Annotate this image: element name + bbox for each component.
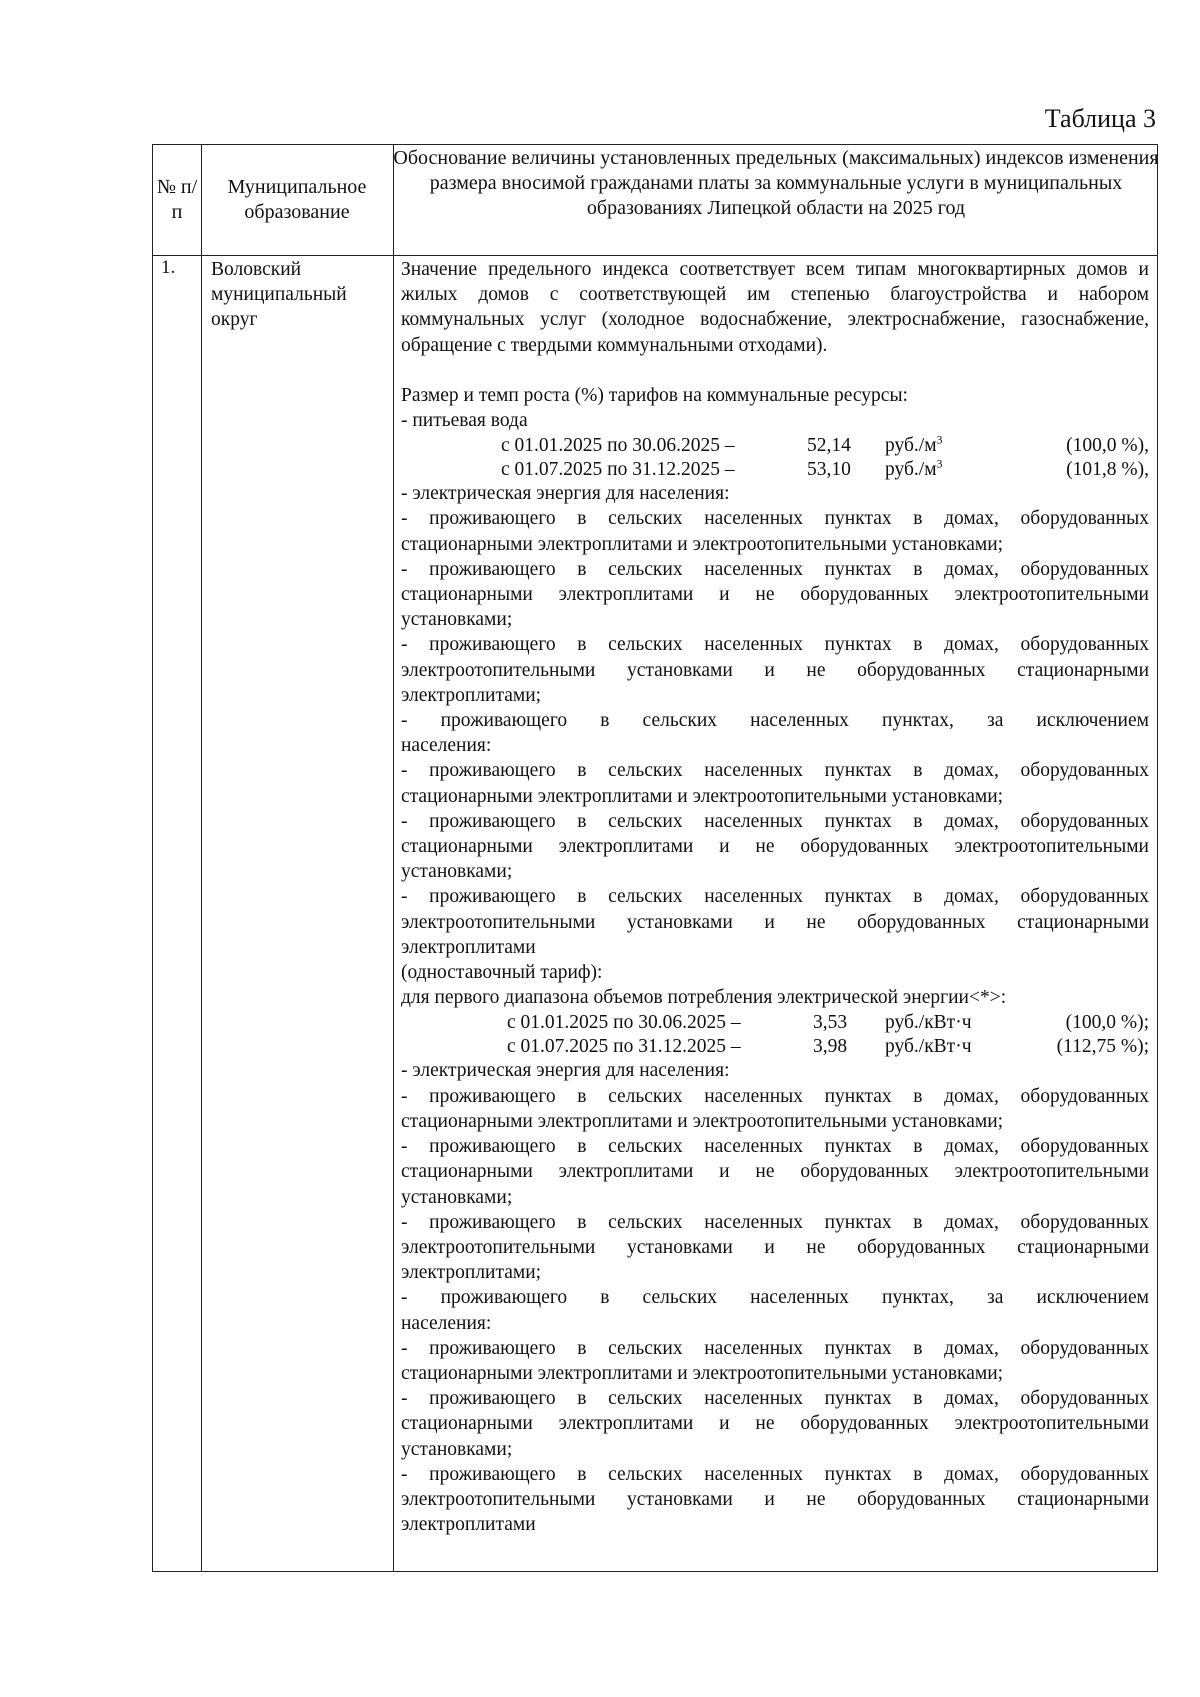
water-heading: - питьевая вода xyxy=(401,410,528,432)
electricity-tariff-line xyxy=(401,1010,1149,1034)
tariff-growth: (112,75 %); xyxy=(1056,1036,1149,1058)
tariff-value: 3,53 xyxy=(813,1012,848,1034)
category-line: стационарными электроплитами и электроотопительными установками; xyxy=(401,785,1004,807)
header-divider xyxy=(153,255,1157,256)
column-divider xyxy=(201,145,202,1571)
tariff-growth: (100,0 %), xyxy=(1066,435,1149,457)
category-line: установками; xyxy=(401,861,513,883)
column-divider xyxy=(393,145,394,1571)
category-line: - проживающего в сельских населенных пунктах в домах, оборудованных xyxy=(401,1211,1149,1233)
tariff-value: 52,14 xyxy=(807,435,851,457)
category-line: электроотопительными установками и не оборудованных стационарными xyxy=(401,1236,1149,1258)
tariff-unit: руб./кВт·ч xyxy=(885,1012,972,1034)
water-tariff-line xyxy=(401,433,1149,457)
category-line: - проживающего в сельских населенных пунктах в домах, оборудованных xyxy=(401,634,1149,656)
tariff-period: с 01.07.2025 по 31.12.2025 – xyxy=(501,459,735,481)
category-line: установками; xyxy=(401,1186,513,1208)
category-line: электроплитами; xyxy=(401,684,542,706)
category-line: - проживающего в сельских населенных пунктах, за исключением xyxy=(401,1287,1149,1309)
category-line: - проживающего в сельских населенных пунктах в домах, оборудованных xyxy=(401,1463,1149,1485)
justification-text xyxy=(401,257,1149,1537)
category-line: стационарными электроплитами и электроотопительными установками; xyxy=(401,1362,1004,1384)
category-line: - проживающего в сельских населенных пунктах в домах, оборудованных xyxy=(401,508,1149,530)
category-line: - проживающего в сельских населенных пунктах в домах, оборудованных xyxy=(401,1085,1149,1107)
tariff-period: с 01.07.2025 по 31.12.2025 – xyxy=(507,1036,741,1058)
category-line: - проживающего в сельских населенных пунктах в домах, оборудованных xyxy=(401,886,1149,908)
tariff-period: с 01.01.2025 по 30.06.2025 – xyxy=(507,1012,741,1034)
tariff-value: 53,10 xyxy=(807,459,851,481)
category-line: населения: xyxy=(401,1312,492,1334)
tariff-growth: (100,0 %); xyxy=(1065,1012,1149,1034)
category-line: электроотопительными установками и не оборудованных стационарными xyxy=(401,659,1149,681)
category-line: электроплитами xyxy=(401,936,536,958)
category-line: стационарными электроплитами и не оборудованных электроотопительными xyxy=(401,584,1149,606)
tariff-value: 3,98 xyxy=(813,1036,848,1058)
category-line: стационарными электроплитами и не оборудованных электроотопительными xyxy=(401,836,1149,858)
header-justification: Обоснование величины установленных предельных (максимальных) индексов изменения размера вносимой гражданами платы за коммунальные услуги в муниципальных образованиях Липецкой области на 2025 год xyxy=(393,147,1159,219)
category-line: - проживающего в сельских населенных пунктах в домах, оборудованных xyxy=(401,810,1149,832)
tariff-unit: $руб./м^3$ xyxy=(885,432,943,457)
header-municipality: Муниципальное образование xyxy=(227,176,367,223)
electricity-tariff-line xyxy=(401,1034,1149,1058)
category-line: стационарными электроплитами и электроотопительными установками; xyxy=(401,533,1004,555)
category-line: - проживающего в сельских населенных пунктах в домах, оборудованных xyxy=(401,558,1149,580)
table-label: Таблица 3 xyxy=(1044,104,1156,133)
category-line: - проживающего в сельских населенных пунктах в домах, оборудованных xyxy=(401,1337,1149,1359)
intro-paragraph: Значение предельного индекса соответствует всем типам многоквартирных домов и жилых домов с соответствующей им степенью благоустройства и набором коммунальных услуг (холодное водоснабжение, электроснабжение, газоснабжение, обращение с твердыми коммунальными отходами). xyxy=(401,259,1149,356)
justification-table xyxy=(152,144,1158,1572)
electricity-heading-2: - электрическая энергия для населения: xyxy=(401,1060,730,1082)
single-rate-label: (одноставочный тариф): xyxy=(401,962,603,984)
tariff-growth: (101,8 %), xyxy=(1066,459,1149,481)
header-number: № п/п xyxy=(156,176,198,223)
category-line: установками; xyxy=(401,1438,513,1460)
electricity-heading: - электрическая энергия для населения: xyxy=(401,483,730,505)
category-line: населения: xyxy=(401,735,492,757)
water-tariff-line xyxy=(401,457,1149,481)
tariff-unit: $руб./м^3$ xyxy=(885,456,943,481)
category-line: стационарными электроплитами и не оборудованных электроотопительными xyxy=(401,1161,1149,1183)
category-line: - проживающего в сельских населенных пунктах в домах, оборудованных xyxy=(401,760,1149,782)
category-line: электроотопительными установками и не оборудованных стационарными xyxy=(401,911,1149,933)
municipality-name: Воловский муниципальный округ xyxy=(211,259,347,330)
tariff-period: с 01.01.2025 по 30.06.2025 – xyxy=(501,435,735,457)
category-line: электроплитами; xyxy=(401,1262,542,1284)
first-range-label: для первого диапазона объемов потребления электрической энергии<*>: xyxy=(401,987,1007,1009)
tariffs-heading: Размер и темп роста (%) тарифов на коммунальные ресурсы: xyxy=(401,384,908,406)
category-line: электроплитами xyxy=(401,1514,536,1536)
category-line: - проживающего в сельских населенных пунктах, за исключением xyxy=(401,710,1149,732)
tariff-unit: руб./кВт·ч xyxy=(885,1036,972,1058)
category-line: - проживающего в сельских населенных пунктах в домах, оборудованных xyxy=(401,1388,1149,1410)
category-line: установками; xyxy=(401,609,513,631)
row-number: 1. xyxy=(161,257,176,278)
category-line: электроотопительными установками и не оборудованных стационарными xyxy=(401,1488,1149,1510)
category-line: - проживающего в сельских населенных пунктах в домах, оборудованных xyxy=(401,1136,1149,1158)
category-line: стационарными электроплитами и электроотопительными установками; xyxy=(401,1110,1004,1132)
category-line: стационарными электроплитами и не оборудованных электроотопительными xyxy=(401,1413,1149,1435)
